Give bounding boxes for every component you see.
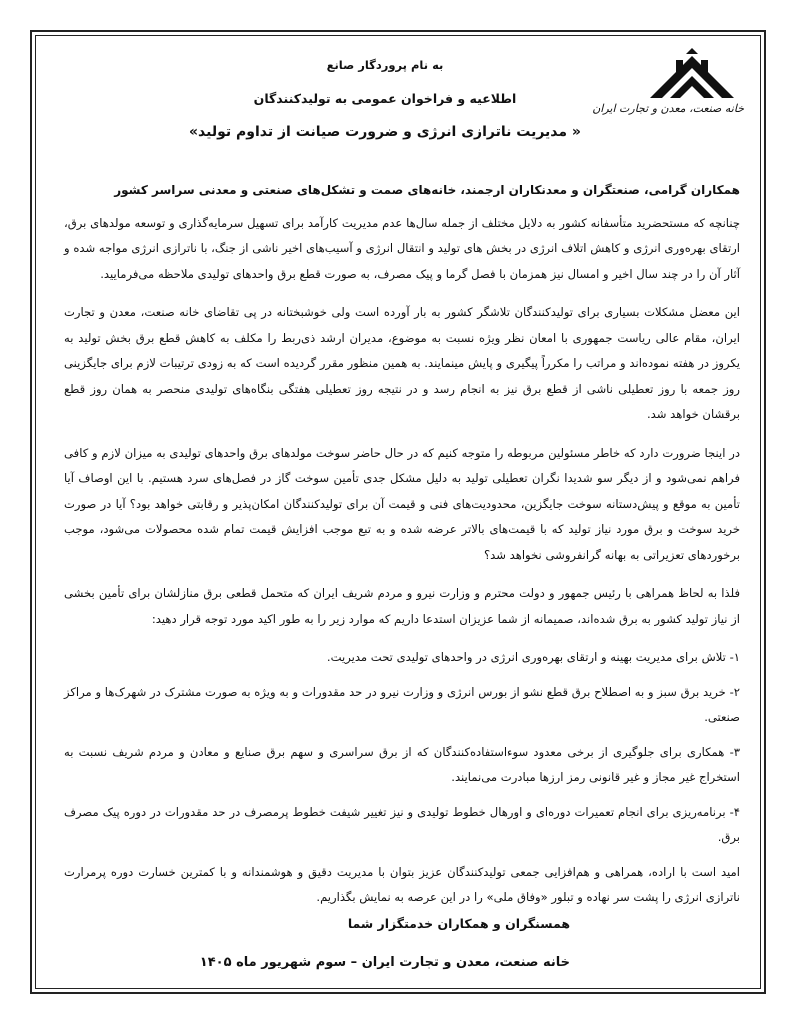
paragraph-1: چنانچه که مستحضرید متأسفانه کشور به دلایل مختلف از جمله سال‌ها عدم مدیریت کارآمد برای تسهیل سرمایه‌گذاری و توسعه مولدهای برق، ارتقای بهره‌وری انرژی و کاهش اتلاف انرژی در بخش های تولید و انتقال انرژی و آسیب‌های اخیر ناشی از جنگ، با ناترازی انرژی مواجه شده و آثار آن را در چند سال اخیر و امسال نیز همزمان با فصل گرما و پیک مصرف، به صورت قطع برق واحدهای تولیدی ملاحظه می‌فرمایید. [64,215,740,281]
invocation-text: به نام پروردگار صانع [326,58,444,72]
closing-paragraph: امید است با اراده، همراهی و هم‌افزایی جمعی تولیدکنندگان عزیز بتوان با مدیریت دقیق و هوشمندانه و با کمترین خسارت دوره پرمرارت ناترازی انرژی را پشت سر نهاده و تبلور «وفاق ملی» را در این عرصه به نمایش بگذاریم. [64,864,740,904]
signature-line-2: خانه صنعت، معدن و تجارت ایران – سوم شهریور ماه ۱۴۰۵ [199,955,570,970]
paragraph-3: در اینجا ضرورت دارد که خاطر مسئولین مربوطه را متوجه کنیم که در حال حاضر سوخت مولدهای برق واحدهای تولیدی به میزان لازم و کافی فراهم نمی‌شود و از دیگر سو شدیدا نگران تعطیلی تولید به دلیل مشکل جدی تأمین سوخت گاز در فصل‌های سرد هستیم. با این اوصاف آیا تأمین به موقع و پیش‌دستانه سوخت جایگزین، محدودیت‌های فنی و قیمت آن برای تولیدکنندگان امکان‌پذیر و رقابتی خواهد بود؟ آیا در صورت خرید سوخت و برق مورد نیاز تولید که با قیمت‌های بالاتر عرضه شده و به تبع موجب افزایش قیمت تمام شده محصولات می‌شود، موجب برخوردهای تعزیراتی به بهانه گرانفروشی نخواهد شد؟ [64,445,740,562]
list-item-3: ۳- همکاری برای جلوگیری از برخی معدود سوءاستفاده‌کنندگان که از برق سراسری و سهم برق صنایع و معادن و مردم شریف نسبت به استخراج غیر مجاز و غیر قانونی رمز ارزها مبادرت می‌نمایند. [64,744,740,784]
announcement-heading: اطلاعیه و فراخوان عمومی به تولیدکنندگان [253,91,517,106]
document-title: « مدیریت ناترازی انرژی و ضرورت صیانت از تداوم تولید» [189,124,581,140]
industry-roof-logo-icon [646,48,738,100]
list-item-1: ۱- تلاش برای مدیریت بهینه و ارتقای بهره‌وری انرژی در واحدهای تولیدی تحت مدیریت. [326,650,740,664]
list-item-4: ۴- برنامه‌ریزی برای انجام تعمیرات دوره‌ای و اورهال خطوط تولیدی و نیز تغییر شیفت خطوط پرمصرف در حد مقدورات در دوره پیک مصرف برق. [64,804,740,844]
logo-caption: خانه صنعت، معدن و تجارت ایران [592,102,744,115]
paragraph-4: فلذا به لحاظ همراهی با رئیس جمهور و دولت محترم و وزارت نیرو و مردم شریف ایران که متحمل قطعی برق منازلشان برای تأمین بخشی از نیاز تولید کشور به برق شده‌اند، صمیمانه از شما عزیزان استدعا داریم که موارد زیر را به طور اکید مورد توجه قرار دهید: [64,586,740,626]
signature-line-1: همسنگران و همکاران خدمتگزار شما [347,916,570,931]
organization-logo [592,48,744,118]
paragraph-2: این معضل مشکلات بسیاری برای تولیدکنندگان تلاشگر کشور به بار آورده است ولی خوشبختانه در پی تقاضای خانه صنعت، معدن و تجارت ایران، مقام عالی ریاست جمهوری با امعان نظر ویژه نسبت به موضوع، مدیران ارشد ذی‌ربط را مکلف به کاهش قطع برق بخش تولید به یکروز در هفته نموده‌اند و مراتب را مکرراً پیگیری و پایش مینمایند. به همین منظور مقرر گردیده است که به زودی ترتیبات لازم برای جایگزینی روز جمعه با روز تعطیلی ناشی از قطع برق نیز به انجام رسد و در نتیجه روز تعطیلی هفتگی بنگاه‌های تولیدی منحصر به همان روز قطع برقشان خواهد شد. [64,305,740,421]
greeting-line: همکاران گرامی، صنعتگران و معدنکاران ارجمند، خانه‌های صمت و تشکل‌های صنعتی و معدنی سراسر کشور [114,183,740,197]
letter-body [64,178,740,924]
list-item-2: ۲- خرید برق سبز و به اصطلاح برق قطع نشو از بورس انرژی و وزارت نیرو در حد مقدورات و به ویژه به صورت مشترک در شهرک‌ها و مراکز صنعتی. [64,684,740,724]
